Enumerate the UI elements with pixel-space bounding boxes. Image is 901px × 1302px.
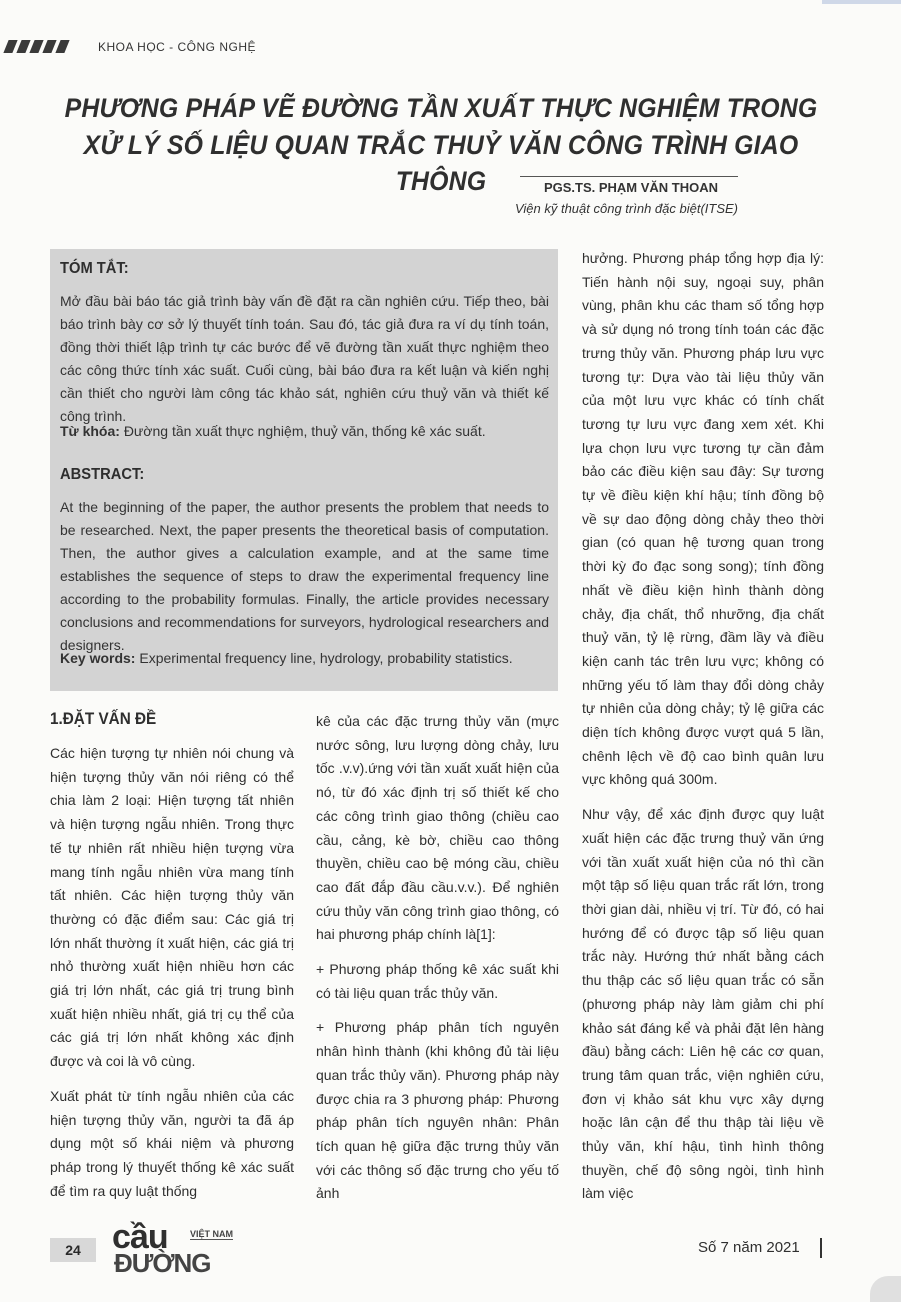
logo-word-duong: ĐƯỜNG bbox=[114, 1248, 211, 1278]
paragraph: Xuất phát từ tính ngẫu nhiên của các hiện tượng thủy văn, người ta đã áp dụng một số khái niệm và phương pháp trong lý thuyết thống kê xác suất để tìm ra quy luật thống bbox=[50, 1087, 294, 1199]
paragraph: hưởng. Phương pháp tổng hợp địa lý: Tiến hành nội suy, ngoại suy, phân vùng, phân khu các tham số tổng hợp và sử dụng nó trong tính toán các đặc trưng thủy văn. Phương pháp lưu vực tương tự: Dựa vào tài liệu thủy văn của một lưu vực khác có tính chất tương tự lưu vực đang xem xét. Khi lựa chọn lưu vực tương tự cần đảm bảo các điều kiện sau đây: Sự tương tự về điều kiện khí hậu; tính đồng bộ về sự dao động dòng chảy theo thời gian (có quan hệ tương quan trong thời kỳ đo đạc song song); tính đồng nhất về điều kiện hình thành dòng chảy, địa chất, thổ nhưỡng, địa chất thuỷ văn, tỷ lệ rừng, đầm lầy và điều kiện canh tác trên lưu vực; không có những yếu tố làm thay đổi dòng chảy tự nhiên của dòng chảy; tỷ lệ giữa các diện tích không được vượt quá 5 lần, chênh lệch về độ cao bình quân lưu vực không quá 300m. bbox=[582, 250, 824, 788]
section-label: KHOA HỌC - CÔNG NGHỆ bbox=[98, 40, 257, 54]
logo-word-cau: cầu bbox=[112, 1218, 168, 1256]
section-heading: 1.ĐẶT VẤN ĐỀ bbox=[50, 709, 157, 728]
abstract-vi-keywords bbox=[60, 420, 549, 443]
paragraph: Như vậy, để xác định được quy luật xuất hiện các đặc trưng thuỷ văn ứng với tần xuất xuất hiện của nó thì cần một tập số liệu quan trắc rất lớn, trong thời gian dài, nhiều vị trí. Từ đó, có hai hướng để có được tập số liệu quan trắc này. Hướng thứ nhất bằng cách thu thập các số liệu quan trắc có sẵn (phương pháp này làm giảm chi phí khảo sát đáng kể và phải đặt lên hàng đầu) bằng cách: Liên hệ các cơ quan, trung tâm quan trắc, viện nghiên cứu, đơn vị khảo sát khu vực xây dựng hoặc lân cận để thu thập tài liệu về thủy văn, khí hậu, tình hình thông thuyền, chế độ sông ngòi, tình hình làm việc bbox=[582, 806, 824, 1202]
author-name: PGS.TS. PHẠM VĂN THOAN bbox=[543, 180, 719, 195]
abstract-en-keywords bbox=[60, 647, 549, 670]
magazine-logo bbox=[104, 1218, 254, 1278]
article-title-line-1: PHƯƠNG PHÁP VẼ ĐƯỜNG TẦN XUẤT THỰC NGHIỆM TRONG bbox=[64, 93, 818, 123]
paragraph: kê của các đặc trưng thủy văn (mực nước sông, lưu lượng dòng chảy, lưu tốc .v.v).ứng với tần xuất xuất hiện của nó, từ đó xác định trị số thiết kế cho các công trình giao thông (chiều cao cầu, cảng, kè bờ, chiều cao thông thuyền, chiều cao bệ móng cầu, chiều cao đất đắp đầu cầu.v.v.). Để nghiên cứu thủy văn công trình giao thông, có hai phương pháp chính là[1]: bbox=[316, 713, 559, 943]
issue-label: Số 7 năm 2021 bbox=[698, 1239, 800, 1256]
abstract-vi-heading: TÓM TẮT: bbox=[60, 260, 129, 277]
article-title-line-2: XỬ LÝ SỐ LIỆU QUAN TRẮC THUỶ VĂN CÔNG TRÌNH GIAO THÔNG bbox=[83, 130, 799, 196]
abstract-en-heading: ABSTRACT: bbox=[60, 466, 145, 483]
paragraph: Các hiện tượng tự nhiên nói chung và hiện tượng thủy văn nói riêng có thể chia làm 2 loại: Hiện tượng tất nhiên và hiện tượng ngẫu nhiên. Trong thực tế tự nhiên rất nhiều hiện tượng vừa mang tính ngẫu nhiên vừa mang tính tất nhiên. Các hiện tượng thủy văn thường có đặc điểm sau: Các giá trị lớn nhất thường ít xuất hiện, các giá trị nhỏ thường xuất hiện nhiều hơn các giá trị lớn nhất, các giá trị trung bình xuất hiện nhiều nhất, giá trị cụ thể của các giá trị lớn nhất không xác định được và coi là vô cùng. bbox=[50, 745, 294, 1070]
author-divider bbox=[520, 176, 738, 177]
top-edge-mark bbox=[822, 0, 901, 4]
paragraph: + Phương pháp phân tích nguyên nhân hình thành (khi không đủ tài liệu quan trắc thủy văn). Phương pháp này được chia ra 3 phương pháp: Phương pháp phân tích nguyên nhân: Phân tích quan hệ giữa đặc trưng thủy văn với các thông số đặc trưng cho yếu tố ảnh bbox=[316, 1019, 559, 1202]
author-affiliation: Viện kỹ thuật công trình đặc biệt(ITSE) bbox=[514, 201, 738, 216]
body-column-3 bbox=[582, 247, 824, 1217]
keywords-en: Experimental frequency line, hydrology, probability statistics. bbox=[139, 650, 513, 666]
body-column-2 bbox=[316, 710, 559, 1217]
page-number: 24 bbox=[50, 1238, 96, 1262]
logo-country: VIỆT NAM bbox=[190, 1229, 234, 1239]
paragraph: + Phương pháp thống kê xác suất khi có tài liệu quan trắc thủy văn. bbox=[316, 961, 559, 1001]
body-column-1 bbox=[50, 742, 294, 1214]
page-curl-corner bbox=[870, 1276, 901, 1302]
keywords-vi: Đường tần xuất thực nghiệm, thuỷ văn, thống kê xác suất. bbox=[123, 423, 486, 439]
header-slash-decoration bbox=[6, 40, 67, 53]
abstract-vi-text: Mở đầu bài báo tác giả trình bày vấn đề đặt ra cần nghiên cứu. Tiếp theo, bài báo trình bày cơ sở lý thuyết tính toán. Sau đó, tác giả đưa ra ví dụ tính toán, đồng thời thiết lập trình tự các bước để vẽ đường tần xuất thực nghiệm theo các công thức tính xác suất. Cuối cùng, bài báo đưa ra kết luận và kiến nghị cần thiết cho người làm công tác khảo sát, nghiên cứu thuỷ văn và thiết kế công trình. bbox=[60, 293, 549, 424]
keywords-label-vi: Từ khóa: bbox=[60, 423, 120, 439]
issue-divider bbox=[820, 1238, 822, 1258]
abstract-en-text: At the beginning of the paper, the author presents the problem that needs to be researched. Next, the paper presents the theoretical basis of computation. Then, the author gives a calculation example, and at the same time establishes the sequence of steps to draw the experimental frequency line according to the probability formulas. Finally, the article provides necessary conclusions and recommendations for surveyors, hydrological researchers and designers. bbox=[60, 499, 549, 653]
keywords-label-en: Key words: bbox=[60, 650, 136, 666]
